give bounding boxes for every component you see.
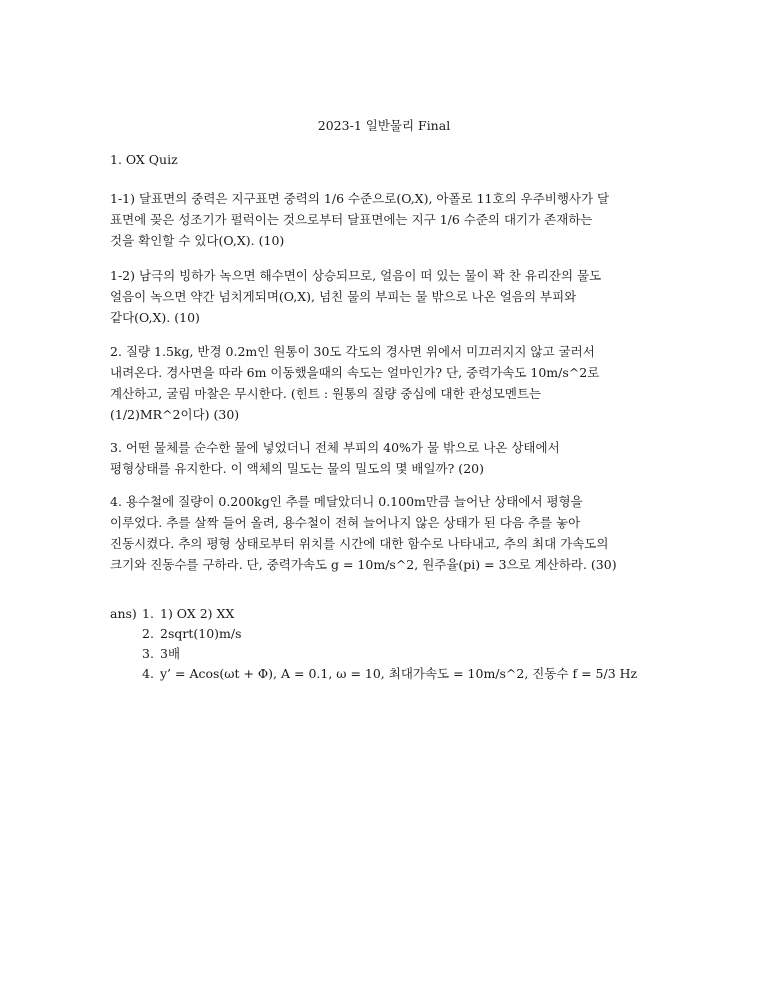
question-2 (110, 341, 665, 425)
question-1-2 (110, 265, 665, 328)
question-line: 내려온다. 경사면을 따라 6m 이동했을때의 속도는 얼마인가? 단, 중력가속도 10m/s^2로 (110, 365, 600, 380)
question-line: 4. 용수철에 질량이 0.200kg인 추를 메달았더니 0.100m만큼 늘어난 상태에서 평형을 (110, 494, 583, 509)
answer-prefix: ans) (110, 606, 137, 621)
question-line: 2. 질량 1.5kg, 반경 0.2m인 원통이 30도 각도의 경사면 위에서 미끄러지지 않고 굴러서 (110, 344, 595, 359)
quiz-heading: 1. OX Quiz (110, 152, 178, 167)
answer-row (110, 604, 670, 624)
answer-text: y’ = Acos(ωt + Φ), A = 0.1, ω = 10, 최대가속도 = 10m/s^2, 진동수 f = 5/3 Hz (160, 666, 638, 681)
question-line: 1-1) 달표면의 중력은 지구표면 중력의 1/6 수준으로(O,X), 아폴로 11호의 우주비행사가 달 (110, 191, 610, 206)
question-1-1 (110, 188, 665, 251)
question-line: (1/2)MR^2이다) (30) (110, 407, 240, 422)
answer-row (110, 644, 670, 664)
answer-number: 1. (142, 606, 154, 621)
question-line: 크기와 진동수를 구하라. 단, 중력가속도 g = 10m/s^2, 원주율(pi) = 3으로 계산하라. (30) (110, 557, 617, 572)
question-3 (110, 437, 665, 479)
question-line: 것을 확인할 수 있다(O,X). (10) (110, 233, 285, 248)
answer-key (110, 604, 670, 684)
answer-number: 4. (142, 666, 154, 681)
answer-text: 2sqrt(10)m/s (160, 626, 242, 641)
answer-text: 1) OX 2) XX (160, 606, 235, 621)
answer-number: 3. (142, 646, 154, 661)
question-line: 같다(O,X). (10) (110, 310, 200, 325)
question-line: 진동시켰다. 추의 평형 상태로부터 위치를 시간에 대한 함수로 나타내고, 추의 최대 가속도의 (110, 536, 609, 551)
answer-row (110, 624, 670, 644)
question-line: 얼음이 녹으면 약간 넘치게되며(O,X), 넘친 물의 부피는 물 밖으로 나온 얼음의 부피와 (110, 289, 577, 304)
question-line: 이루었다. 추를 살짝 들어 올려, 용수철이 전혀 늘어나지 않은 상태가 된 다음 추를 놓아 (110, 515, 581, 530)
answer-number: 2. (142, 626, 154, 641)
question-line: 1-2) 남극의 빙하가 녹으면 해수면이 상승되므로, 얼음이 떠 있는 물이 꽉 찬 유리잔의 물도 (110, 268, 602, 283)
question-line: 계산하고, 굴림 마찰은 무시한다. (힌트 : 원통의 질량 중심에 대한 관성모멘트는 (110, 386, 542, 401)
question-line: 3. 어떤 물체를 순수한 물에 넣었더니 전체 부피의 40%가 물 밖으로 나온 상태에서 (110, 440, 560, 455)
question-4 (110, 491, 665, 575)
question-line: 표면에 꽂은 성조기가 펄럭이는 것으로부터 달표면에는 지구 1/6 수준의 대기가 존재하는 (110, 212, 593, 227)
answer-row (110, 664, 670, 684)
document-title: 2023-1 일반물리 Final (317, 118, 451, 133)
answer-text: 3배 (160, 646, 181, 661)
question-line: 평형상태를 유지한다. 이 액체의 밀도는 물의 밀도의 몇 배일까? (20) (110, 461, 484, 476)
